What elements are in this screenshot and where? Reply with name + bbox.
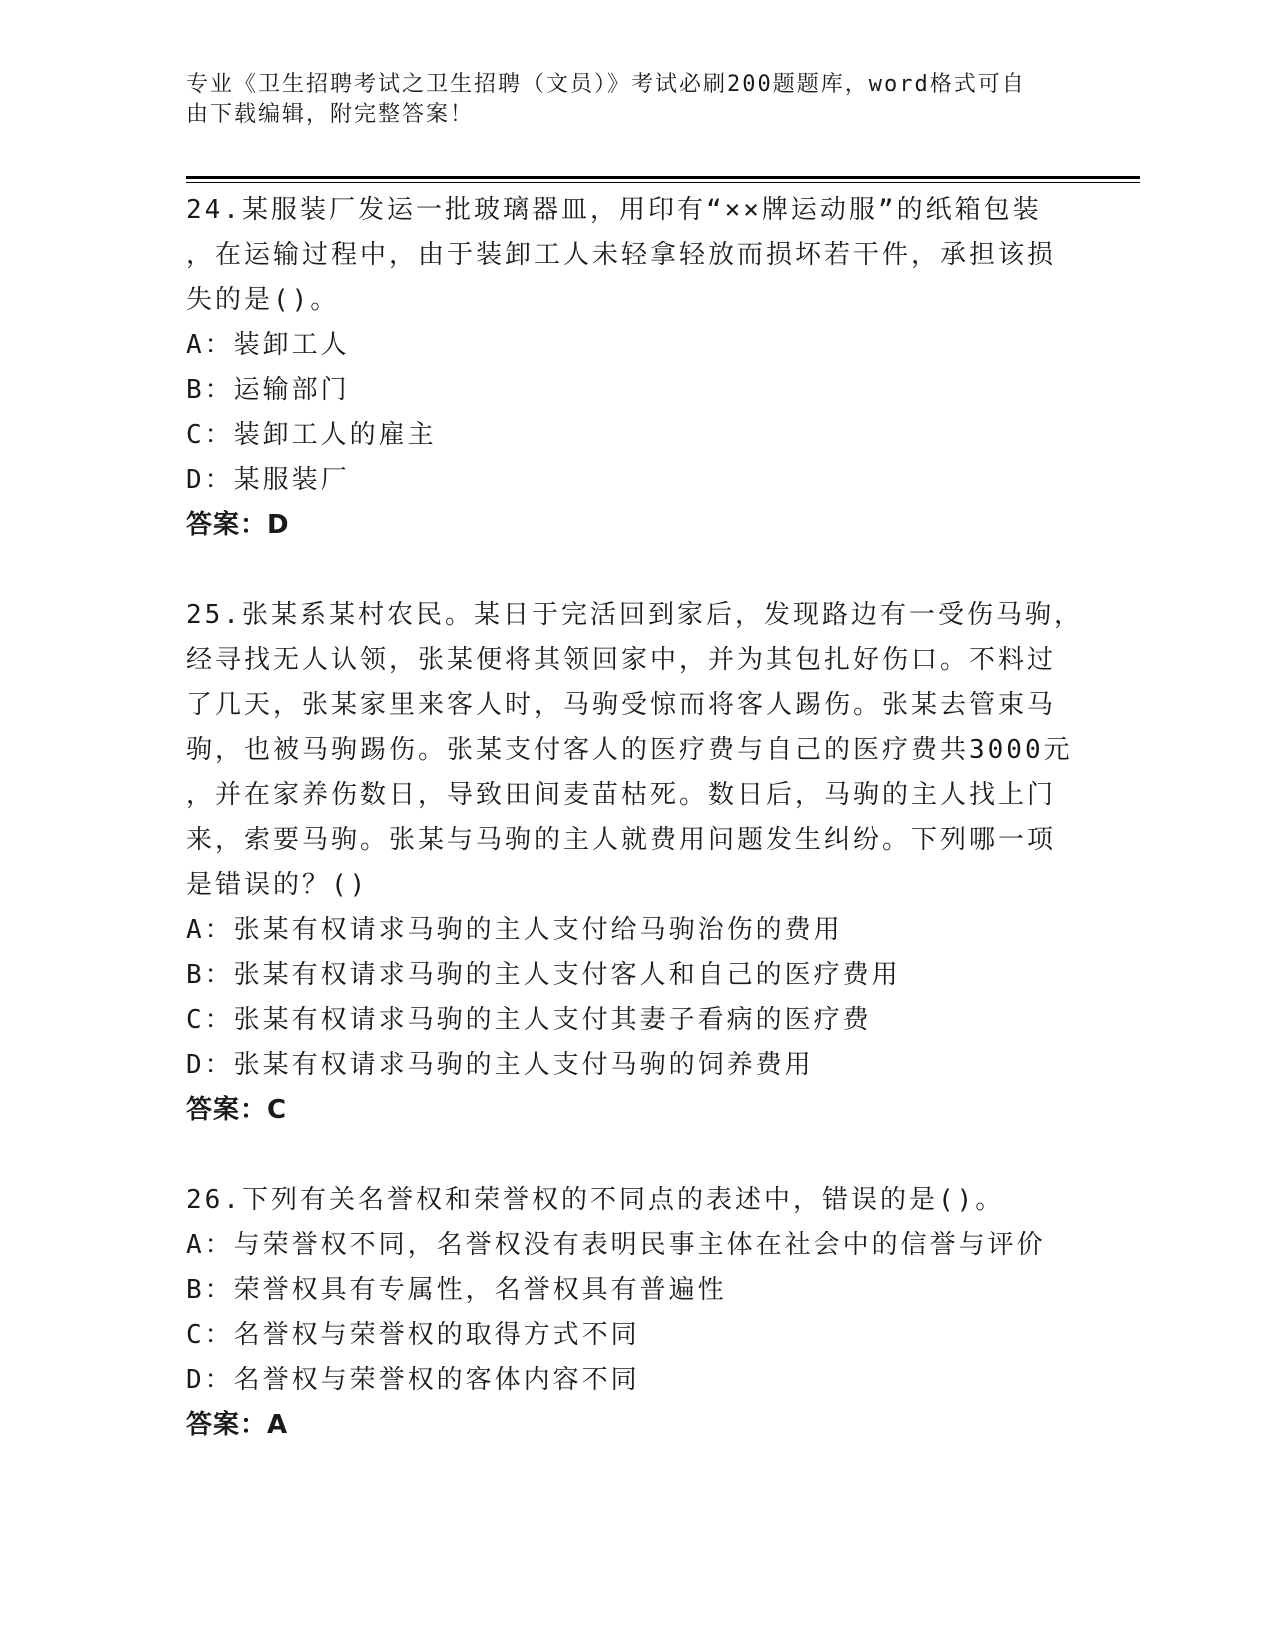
question-list [186,188,1086,1493]
option-d: D：名誉权与荣誉权的客体内容不同 [186,1365,640,1395]
option-c: C：张某有权请求马驹的主人支付其妻子看病的医疗费 [186,1005,872,1035]
question-stem-line: 25.张某系某村农民。某日于完活回到家后，发现路边有一受伤马驹， [186,600,1083,630]
header-divider-thick [186,176,1140,179]
question-stem-line: 来，索要马驹。张某与马驹的主人就费用问题发生纠纷。下列哪一项 [186,825,1057,855]
question-stem-line: 26.下列有关名誉权和荣誉权的不同点的表述中，错误的是()。 [186,1185,1005,1215]
question-stem-line: 经寻找无人认领，张某便将其领回家中，并为其包扎好伤口。不料过 [186,645,1057,675]
option-c: C：名誉权与荣誉权的取得方式不同 [186,1320,640,1350]
answer-line: 答案：A [186,1410,289,1440]
question-stem-line: 驹，也被马驹踢伤。张某支付客人的医疗费与自己的医疗费共3000元 [186,735,1073,765]
option-d: D：张某有权请求马驹的主人支付马驹的饲养费用 [186,1050,814,1080]
header-line-1: 专业《卫生招聘考试之卫生招聘（文员）》考试必刷200题题库，word格式可自 [186,72,1026,97]
option-b: B：荣誉权具有专属性，名誉权具有普遍性 [186,1275,727,1305]
option-c: C：装卸工人的雇主 [186,420,437,450]
question-stem-line: 24.某服装厂发运一批玻璃器皿，用印有“××牌运动服”的纸箱包装 [186,195,1042,225]
option-b: B：运输部门 [186,375,350,405]
answer-line: 答案：C [186,1095,288,1125]
question-25 [186,593,1086,1133]
question-stem-line: 了几天，张某家里来客人时，马驹受惊而将客人踢伤。张某去管束马 [186,690,1057,720]
option-d: D：某服装厂 [186,465,350,495]
question-stem-line: ，并在家养伤数日，导致田间麦苗枯死。数日后，马驹的主人找上门 [186,780,1057,810]
header-divider-thin [186,182,1140,183]
question-stem-line: 是错误的？() [186,870,369,900]
option-a: A：张某有权请求马驹的主人支付给马驹治伤的费用 [186,915,843,945]
option-a: A：与荣誉权不同，名誉权没有表明民事主体在社会中的信誉与评价 [186,1230,1046,1260]
question-stem-line: 失的是()。 [186,285,340,315]
option-a: A：装卸工人 [186,330,350,360]
option-b: B：张某有权请求马驹的主人支付客人和自己的医疗费用 [186,960,901,990]
document-header [186,70,1066,130]
answer-line: 答案：D [186,510,290,540]
question-24 [186,188,1086,548]
header-line-2: 由下载编辑，附完整答案！ [186,102,475,127]
question-26 [186,1178,1086,1448]
question-stem-line: ，在运输过程中，由于装卸工人未轻拿轻放而损坏若干件，承担该损 [186,240,1057,270]
